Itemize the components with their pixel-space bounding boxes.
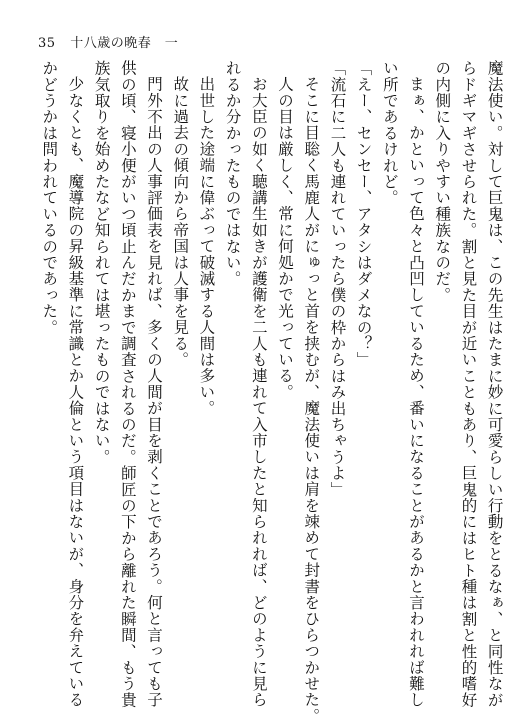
chapter-title: 十八歳の晩春 一	[70, 36, 179, 51]
text-line: そこに目聡く馬鹿人がにゅっと首を挟むが、魔法使いは肩を竦めて封書をひらつかせた。	[302, 75, 321, 724]
text-line: の内側に入りやすい種族なのだ。	[433, 60, 452, 303]
text-line: 族気取りを始めたなど知られては堪ったものではない。	[92, 60, 111, 465]
body-text-area	[36, 60, 504, 724]
text-line: 供の頃、寝小便がいつ頃止んだかまで調査されるのだ。師匠の下から離れた瞬間、もう貴	[118, 60, 137, 708]
text-line: 魔法使い。対して巨鬼は、この先生はたまに妙に可愛らしい行動をとるなぁ、と同性なが	[485, 60, 504, 708]
text-line: 少なくとも、魔導院の昇級基準に常識とか人倫という項目はないが、身分を弁えている	[66, 75, 85, 708]
text-line: かどうかは問われているのであった。	[40, 60, 59, 336]
text-line: 人の目は厳しく、常に何処かで光っている。	[276, 75, 295, 400]
text-line: い所であるけれど。	[380, 60, 399, 206]
running-header	[38, 32, 178, 51]
text-line: れるか分かったものではない。	[223, 60, 242, 287]
text-line: 故に過去の傾向から帝国は人事を見る。	[171, 75, 190, 368]
dialogue-line: 「流石に二人も連れていったら僕の枠からはみ出ちゃうよ」	[328, 60, 347, 498]
page-number: 35	[38, 36, 56, 51]
text-line: まぁ、かといって色々と凸凹しているため、番いになることがあるかと言われれば難し	[407, 75, 426, 708]
text-line: お大臣の如く聴講生如きが護衛を二人も連れて入市したと知られれば、どのように見ら	[249, 75, 268, 708]
vertical-text-block	[36, 60, 508, 724]
text-line: 出世した途端に偉ぶって破滅する人間は多い。	[197, 75, 216, 416]
dialogue-line: 「えー、センセー、アタシはダメなの？」	[354, 60, 373, 368]
text-line: 門外不出の人事評価表を見れば、多くの人間が目を剥くことであろう。何と言っても子	[145, 75, 164, 708]
text-line: らドギマギさせられた。割と見た目が近いこともあり、巨鬼的にはヒト種は割と性的嗜好	[459, 60, 478, 708]
